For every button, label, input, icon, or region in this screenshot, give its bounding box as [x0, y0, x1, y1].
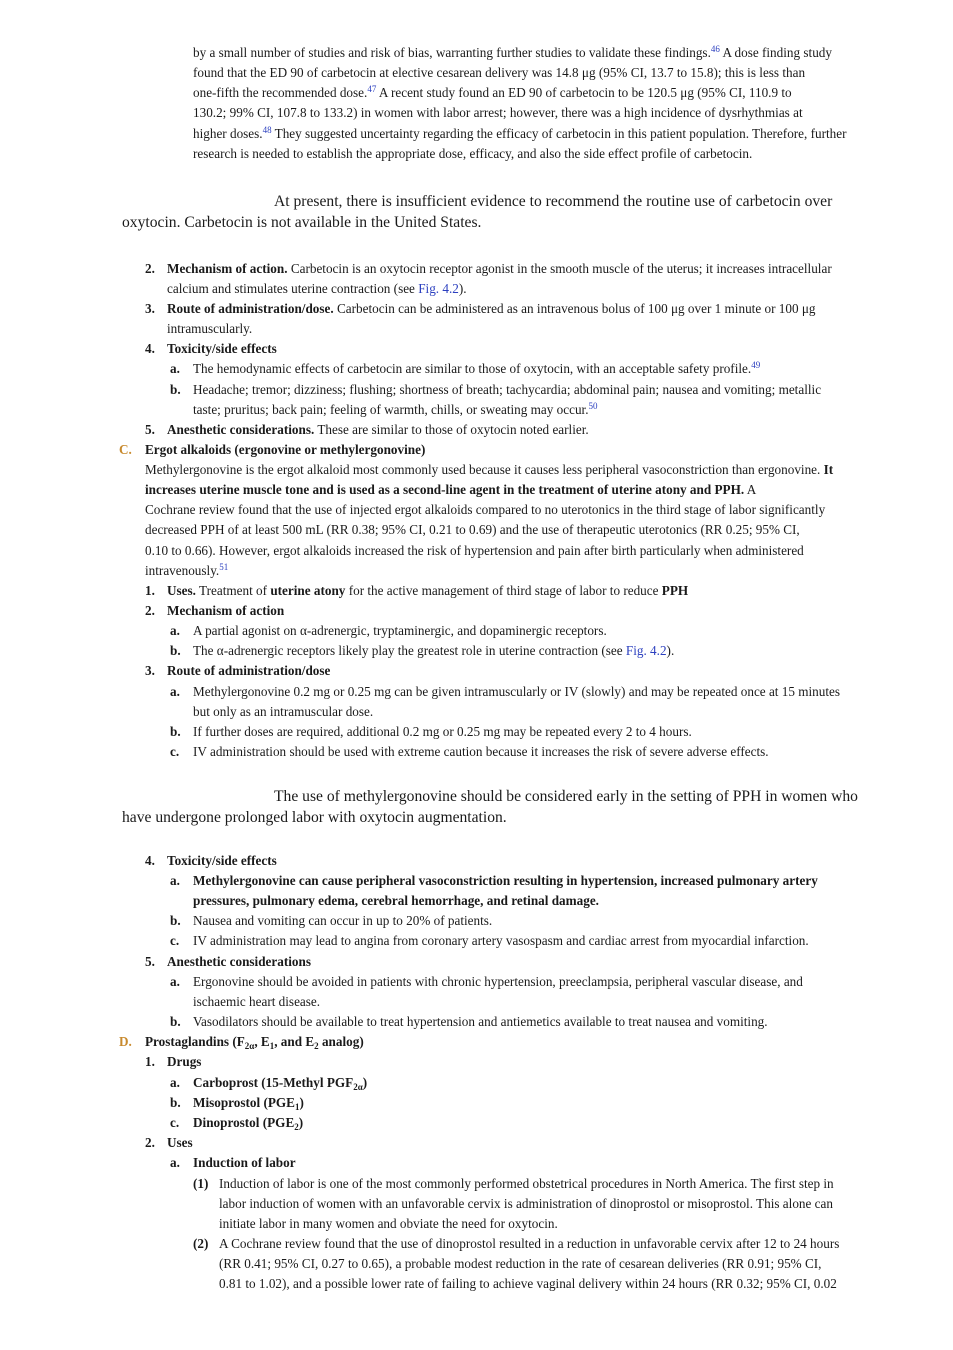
- text-line: [167, 299, 816, 319]
- subitem-letter: b.: [170, 643, 181, 658]
- text: Carbetocin can be administered as an intravenous bolus of 100 μg over 1 minute or 100 μg: [333, 301, 816, 316]
- figure-link[interactable]: Fig. 4.2: [625, 643, 667, 658]
- subitem-letter: a.: [170, 1075, 180, 1090]
- text-line: If further doses are required, additional 0.2 mg or 0.25 mg may be repeated every 2 to 4 hours.: [193, 724, 692, 739]
- text-line: [145, 480, 756, 500]
- item-heading: Mechanism of action: [167, 603, 285, 618]
- text-line: [193, 43, 832, 63]
- text: for the active management of third stage of labor to reduce: [345, 583, 662, 598]
- text-line: IV administration should be used with extreme caution because it increases the risk of severe adverse effects.: [193, 744, 769, 759]
- item-number: 3.: [145, 301, 155, 316]
- item-heading: Route of administration/dose.: [167, 301, 334, 316]
- subitem-letter: c.: [170, 744, 180, 759]
- text: Carbetocin is an oxytocin receptor agonist in the smooth muscle of the uterus; it increases intracellular: [287, 261, 832, 276]
- section-letter: C.: [119, 442, 132, 457]
- text-line: [145, 561, 228, 581]
- text-line: decreased PPH of at least 500 mL (RR 0.38; 95% CI, 0.21 to 0.69) and the use of therapeutic uterotonics (RR 0.25; 95% CI,: [145, 522, 800, 537]
- text: ): [362, 1075, 368, 1090]
- text-line: pressures, pulmonary edema, cerebral hemorrhage, and retinal damage.: [193, 893, 599, 908]
- text: ).: [458, 281, 467, 296]
- drug-name: [193, 1093, 304, 1113]
- callout-line: oxytocin. Carbetocin is not available in the United States.: [122, 214, 482, 231]
- item-heading: Toxicity/side effects: [167, 341, 277, 356]
- text-line: research is needed to establish the appropriate dose, efficacy, and also the side effect profile of carbetocin.: [193, 146, 753, 161]
- subitem-letter: a.: [170, 873, 180, 888]
- text-line: ischaemic heart disease.: [193, 994, 321, 1009]
- item-number: 3.: [145, 663, 155, 678]
- subscript: 1: [269, 1041, 275, 1051]
- subitem-letter: b.: [170, 913, 181, 928]
- text: higher doses.: [193, 126, 263, 141]
- subitem-letter: a.: [170, 684, 180, 699]
- text-line: Nausea and vomiting can occur in up to 20% of patients.: [193, 913, 493, 928]
- item-number: 2.: [145, 1135, 155, 1150]
- subitem-letter: b.: [170, 1095, 181, 1110]
- item-number: 4.: [145, 853, 155, 868]
- text-line: Ergonovine should be avoided in patients with chronic hypertension, preeclampsia, peripheral vascular disease, and: [193, 974, 803, 989]
- text-line: Headache; tremor; dizziness; flushing; shortness of breath; tachycardia; abdominal pain; nausea and vomiting; metallic: [193, 382, 822, 397]
- reference-link[interactable]: 50: [588, 401, 598, 411]
- text-line: 0.81 to 1.02), and a possible lower rate of failing to achieve vaginal delivery within 24 hours (RR 0.32; 95% CI, 0.02: [219, 1276, 837, 1291]
- text: Methylergonovine is the ergot alkaloid most commonly used because it causes less peripheral vasoconstriction than ergonovine.: [145, 462, 824, 477]
- subitem-letter: b.: [170, 382, 181, 397]
- item-heading: Anesthetic considerations.: [167, 422, 315, 437]
- text-line: IV administration may lead to angina from coronary artery vasospasm and cardiac arrest from myocardial infarction.: [193, 933, 809, 948]
- text: , E: [254, 1034, 270, 1049]
- subitem-letter: a.: [170, 361, 180, 376]
- callout-line: have undergone prolonged labor with oxytocin augmentation.: [122, 809, 507, 826]
- text: uterine atony: [270, 583, 346, 598]
- text: ): [299, 1095, 304, 1110]
- text-line: [193, 124, 847, 144]
- reference-link[interactable]: 51: [219, 562, 229, 572]
- subitem-letter: c.: [170, 1115, 180, 1130]
- text-line: 130.2; 99% CI, 107.8 to 133.2) in women with labor arrest; however, there was a high incidence of dysrhythmias at: [193, 105, 803, 120]
- text-line: [167, 581, 688, 601]
- subitem-letter: b.: [170, 724, 181, 739]
- text-line: Cochrane review found that the use of injected ergot alkaloids compared to no uterotonics in the third stage of labor significantly: [145, 502, 826, 517]
- section-heading: [145, 1032, 364, 1052]
- reference-link[interactable]: 47: [367, 84, 377, 94]
- text-line: A partial agonist on α-adrenergic, tryptaminergic, and dopaminergic receptors.: [193, 623, 607, 638]
- text: These are similar to those of oxytocin noted earlier.: [314, 422, 589, 437]
- text: one-fifth the recommended dose.: [193, 85, 368, 100]
- text: Misoprostol (PGE: [193, 1095, 295, 1110]
- section-letter: D.: [119, 1034, 132, 1049]
- text-line: intramuscularly.: [167, 321, 253, 336]
- text: ): [298, 1115, 304, 1130]
- text-line: labor induction of women with an unfavorable cervix is administration of dinoprostol or misoprostol. This alone can: [219, 1196, 833, 1211]
- text-line: Methylergonovine 0.2 mg or 0.25 mg can be given intramuscularly or IV (slowly) and may be repeated once at 15 minutes: [193, 684, 840, 699]
- item-number: 5.: [145, 954, 155, 969]
- item-heading: Uses: [167, 1135, 193, 1150]
- text: Carboprost (15-Methyl PGF: [193, 1075, 354, 1090]
- subsubitem-number: (2): [193, 1236, 209, 1251]
- drug-name: [193, 1073, 367, 1093]
- text-line: [145, 460, 833, 480]
- subscript: 1: [294, 1102, 300, 1112]
- subitem-letter: a.: [170, 974, 180, 989]
- reference-link[interactable]: 48: [262, 125, 272, 135]
- text-line: [167, 259, 832, 279]
- text: , and E: [274, 1034, 315, 1049]
- item-number: 2.: [145, 603, 155, 618]
- item-heading: Drugs: [167, 1054, 202, 1069]
- subscript: 2α: [353, 1082, 363, 1092]
- text-line: [193, 641, 674, 661]
- text-line: Induction of labor is one of the most commonly performed obstetrical procedures in North America. The first step in: [219, 1176, 834, 1191]
- text: The α-adrenergic receptors likely play the greatest role in uterine contraction (see: [193, 643, 626, 658]
- text-line: but only as an intramuscular dose.: [193, 704, 374, 719]
- text: by a small number of studies and risk of bias, warranting further studies to validate these findings.: [193, 45, 711, 60]
- text-line: Methylergonovine can cause peripheral vasoconstriction resulting in hypertension, increased pulmonary artery: [193, 873, 818, 888]
- subitem-heading: Induction of labor: [193, 1155, 296, 1170]
- text: The hemodynamic effects of carbetocin are similar to those of oxytocin, with an acceptable safety profile.: [193, 361, 752, 376]
- item-number: 5.: [145, 422, 155, 437]
- text: They suggested uncertainty regarding the efficacy of carbetocin in this patient population. Therefore, further: [271, 126, 847, 141]
- item-number: 1.: [145, 583, 155, 598]
- text-line: Vasodilators should be available to treat hypertension and antiemetics available to treat nausea and vomiting.: [193, 1014, 768, 1029]
- text: Treatment of: [195, 583, 271, 598]
- drug-name: [193, 1113, 303, 1133]
- item-number: 4.: [145, 341, 155, 356]
- text: It: [823, 462, 834, 477]
- subitem-letter: a.: [170, 1155, 180, 1170]
- reference-link[interactable]: 46: [710, 44, 720, 54]
- item-heading: Toxicity/side effects: [167, 853, 277, 868]
- text-line: found that the ED 90 of carbetocin at elective cesarean delivery was 14.8 μg (95% CI, 13.7 to 15.8); this is less than: [193, 65, 806, 80]
- section-heading: Ergot alkaloids (ergonovine or methylergonovine): [145, 442, 426, 457]
- text: taste; pruritus; back pain; feeling of warmth, chills, or sweating may occur.: [193, 402, 589, 417]
- text: ).: [666, 643, 675, 658]
- callout-line: The use of methylergonovine should be considered early in the setting of PPH in women who: [274, 788, 858, 805]
- subitem-letter: b.: [170, 1014, 181, 1029]
- text-line: A Cochrane review found that the use of dinoprostol resulted in a reduction in unfavorable cervix after 12 to 24 hours: [219, 1236, 840, 1251]
- text: PPH: [661, 583, 689, 598]
- callout-line: At present, there is insufficient evidence to recommend the routine use of carbetocin over: [274, 193, 833, 210]
- text: intravenously.: [145, 563, 220, 578]
- text: analog): [318, 1034, 364, 1049]
- subsubitem-number: (1): [193, 1176, 209, 1191]
- text: Dinoprostol (PGE: [193, 1115, 295, 1130]
- text-line: [193, 359, 760, 379]
- text-line: [193, 400, 598, 420]
- item-heading: Mechanism of action.: [167, 261, 288, 276]
- item-heading: Anesthetic considerations: [167, 954, 311, 969]
- text-line: (RR 0.41; 95% CI, 0.27 to 0.65), a probable modest reduction in the rate of cesarean deliveries (RR 0.91; 95% CI,: [219, 1256, 822, 1271]
- text: A dose finding study: [719, 45, 832, 60]
- text: Prostaglandins (F: [145, 1034, 245, 1049]
- reference-link[interactable]: 49: [751, 360, 761, 370]
- subitem-letter: a.: [170, 623, 180, 638]
- item-heading: Uses.: [167, 583, 196, 598]
- item-heading: Route of administration/dose: [167, 663, 331, 678]
- subitem-letter: c.: [170, 933, 180, 948]
- text-line: [167, 420, 589, 440]
- text-line: [193, 83, 792, 103]
- subscript: 2: [294, 1122, 299, 1132]
- text: increases uterine muscle tone and is used as a second-line agent in the treatment of uterine atony and PPH.: [145, 482, 745, 497]
- text: A recent study found an ED 90 of carbetocin to be 120.5 μg (95% CI, 110.9 to: [376, 85, 792, 100]
- figure-link[interactable]: Fig. 4.2: [418, 281, 459, 296]
- text-line: initiate labor in many women and obviate the need for oxytocin.: [219, 1216, 558, 1231]
- text: calcium and stimulates uterine contraction (see: [167, 281, 419, 296]
- subscript: 2α: [244, 1041, 255, 1051]
- text-line: 0.10 to 0.66). However, ergot alkaloids increased the risk of hypertension and pain after birth particularly when administered: [145, 543, 804, 558]
- item-number: 1.: [145, 1054, 155, 1069]
- subscript: 2: [314, 1041, 319, 1051]
- item-number: 2.: [145, 261, 155, 276]
- text: A: [744, 482, 757, 497]
- text-line: [167, 279, 467, 299]
